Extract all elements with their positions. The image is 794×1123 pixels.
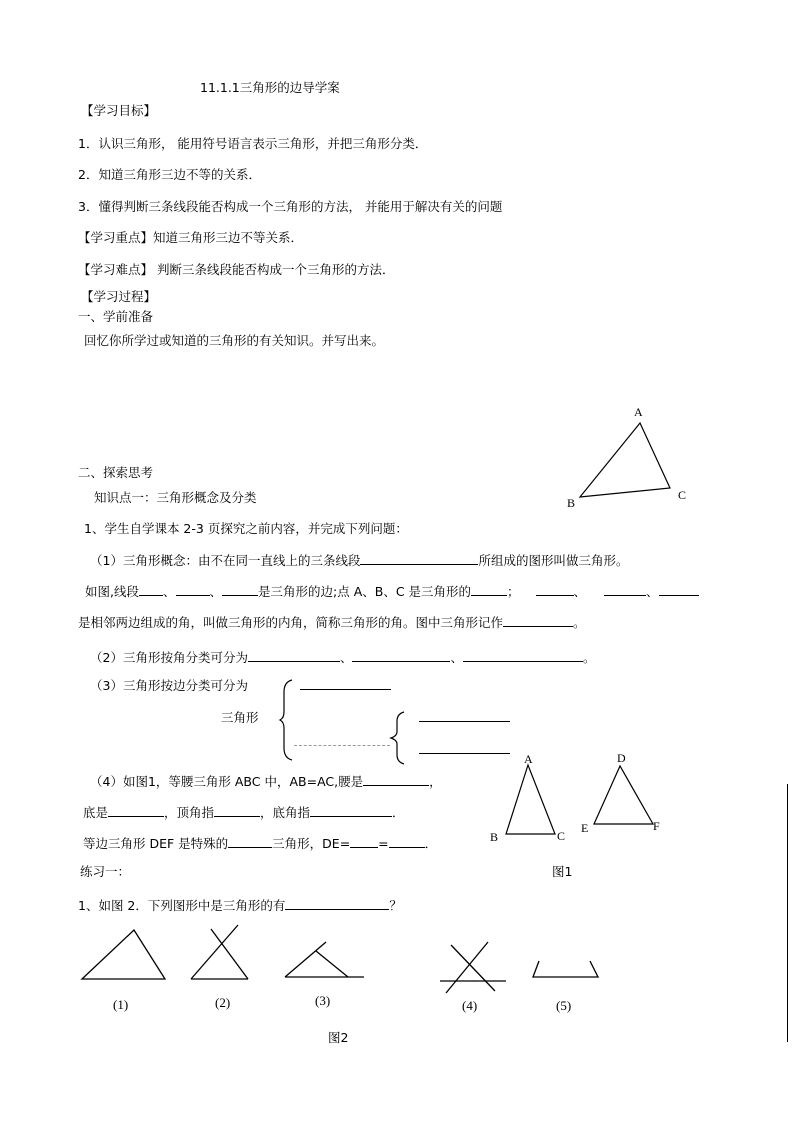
answer-blank[interactable] [360, 551, 478, 565]
shape-2-crossing-lines [191, 925, 248, 979]
margin-rule [787, 784, 788, 1042]
answer-blank[interactable] [363, 772, 429, 786]
fig2-label-4: (4) [462, 998, 478, 1013]
figure1-caption: 图1 [552, 864, 573, 879]
answer-blank[interactable] [350, 834, 378, 848]
equilateral-line: 等边三角形 DEF 是特殊的 三角形，DE= = ． [83, 836, 438, 851]
triangle-abc-shape [580, 423, 670, 497]
answer-blank[interactable] [604, 582, 646, 596]
triangle-def-equilateral [594, 766, 653, 824]
section2-title: 二、探索思考 [78, 465, 154, 480]
shape-4-crossing-lines [440, 942, 506, 993]
question-1: 1、学生自学课本 2-3 页探究之前内容，并完成下列问题： [84, 521, 408, 536]
classify-by-side: （3）三角形按边分类可分为 [90, 678, 248, 693]
triangle-abc-isosceles [506, 765, 555, 834]
answer-blank[interactable] [222, 582, 258, 596]
fig1-label-b: B [490, 830, 499, 844]
goal-item-3: 3．懂得判断三条线段能否构成一个三角形的方法， 并能用于解决有关的问题 [78, 199, 503, 214]
base-apex-line: 底是 ，顶角指 ，底角指 ． [83, 805, 405, 820]
fig1-label-f: F [653, 819, 660, 833]
answer-blank[interactable] [389, 834, 425, 848]
fig2-label-5: (5) [556, 998, 572, 1013]
classify-by-angle: （2）三角形按角分类可分为 、 、 。 [90, 650, 596, 665]
interior-angle-line: 是相邻两边组成的角，叫做三角形的内角，简称三角形的角。图中三角形记作 。 [78, 615, 586, 630]
answer-blank[interactable] [285, 896, 389, 910]
answer-blank[interactable] [352, 648, 450, 662]
goal-item-2: 2．知道三角形三边不等的关系． [78, 167, 261, 182]
vertex-label-c: C [678, 488, 687, 502]
answer-blank[interactable] [463, 648, 583, 662]
section1-text: 回忆你所学过或知道的三角形的有关知识。并写出来。 [84, 333, 385, 348]
goals-heading: 【学习目标】 [81, 103, 157, 118]
figure2-caption: 图2 [328, 1030, 349, 1045]
answer-blank[interactable] [536, 582, 574, 596]
inner-brace [390, 711, 410, 765]
answer-blank[interactable] [228, 834, 272, 848]
fig1-label-c: C [557, 829, 566, 843]
answer-blank[interactable] [139, 582, 163, 596]
vertex-label-a: A [634, 405, 643, 419]
answer-blank[interactable] [419, 753, 510, 754]
answer-blank[interactable] [471, 582, 507, 596]
dashed-answer-blank[interactable] [294, 745, 390, 746]
fig1-label-a: A [524, 752, 533, 766]
exercise-1: 1、如图 2．下列图形中是三角形的有 ？ [78, 898, 402, 913]
outer-brace [280, 678, 300, 762]
shape-3-open-figure [285, 942, 364, 977]
figure2-shapes [78, 920, 608, 1000]
key-point: 【学习重点】知道三角形三边不等关系． [78, 230, 304, 245]
section1-title: 一、学前准备 [78, 309, 154, 324]
isosceles-question: （4）如图1，等腰三角形 ABC 中，AB=AC,腰是 ， [90, 774, 442, 789]
triangle-abc-figure [570, 410, 690, 510]
answer-blank[interactable] [176, 582, 210, 596]
fig1-label-d: D [617, 751, 626, 765]
knowledge-point-1: 知识点一：三角形概念及分类 [94, 490, 257, 505]
fig2-label-2: (2) [215, 995, 231, 1010]
shape-1-triangle [82, 930, 165, 979]
answer-blank[interactable] [248, 648, 340, 662]
practice-heading: 练习一： [80, 864, 131, 879]
definition-line: （1）三角形概念：由不在同一直线上的三条线段 所组成的图形叫做三角形。 [90, 553, 629, 568]
process-heading: 【学习过程】 [81, 289, 157, 304]
inner-brace-path [391, 712, 404, 764]
outer-brace-path [280, 680, 292, 760]
answer-blank[interactable] [214, 803, 260, 817]
triangle-word: 三角形 [221, 710, 259, 725]
difficulty: 【学习难点】 判断三条线段能否构成一个三角形的方法． [78, 262, 395, 277]
answer-blank[interactable] [419, 721, 510, 722]
shape-5-open-shape [533, 961, 598, 977]
fig2-label-3: (3) [315, 993, 331, 1008]
answer-blank[interactable] [300, 689, 391, 690]
answer-blank[interactable] [659, 582, 699, 596]
answer-blank[interactable] [310, 803, 392, 817]
page-title: 11.1.1三角形的边导学案 [200, 80, 340, 95]
answer-blank[interactable] [108, 803, 164, 817]
fig1-label-e: E [581, 821, 589, 835]
answer-blank[interactable] [503, 613, 573, 627]
fig2-label-1: (1) [113, 997, 129, 1012]
sides-line: 如图,线段 、 、 是三角形的边;点 A、B、C 是三角形的 ； 、 、 [85, 582, 699, 600]
vertex-label-b: B [567, 496, 576, 510]
figure1-triangles [500, 760, 660, 840]
goal-item-1: 1．认识三角形， 能用符号语言表示三角形，并把三角形分类． [78, 136, 428, 151]
